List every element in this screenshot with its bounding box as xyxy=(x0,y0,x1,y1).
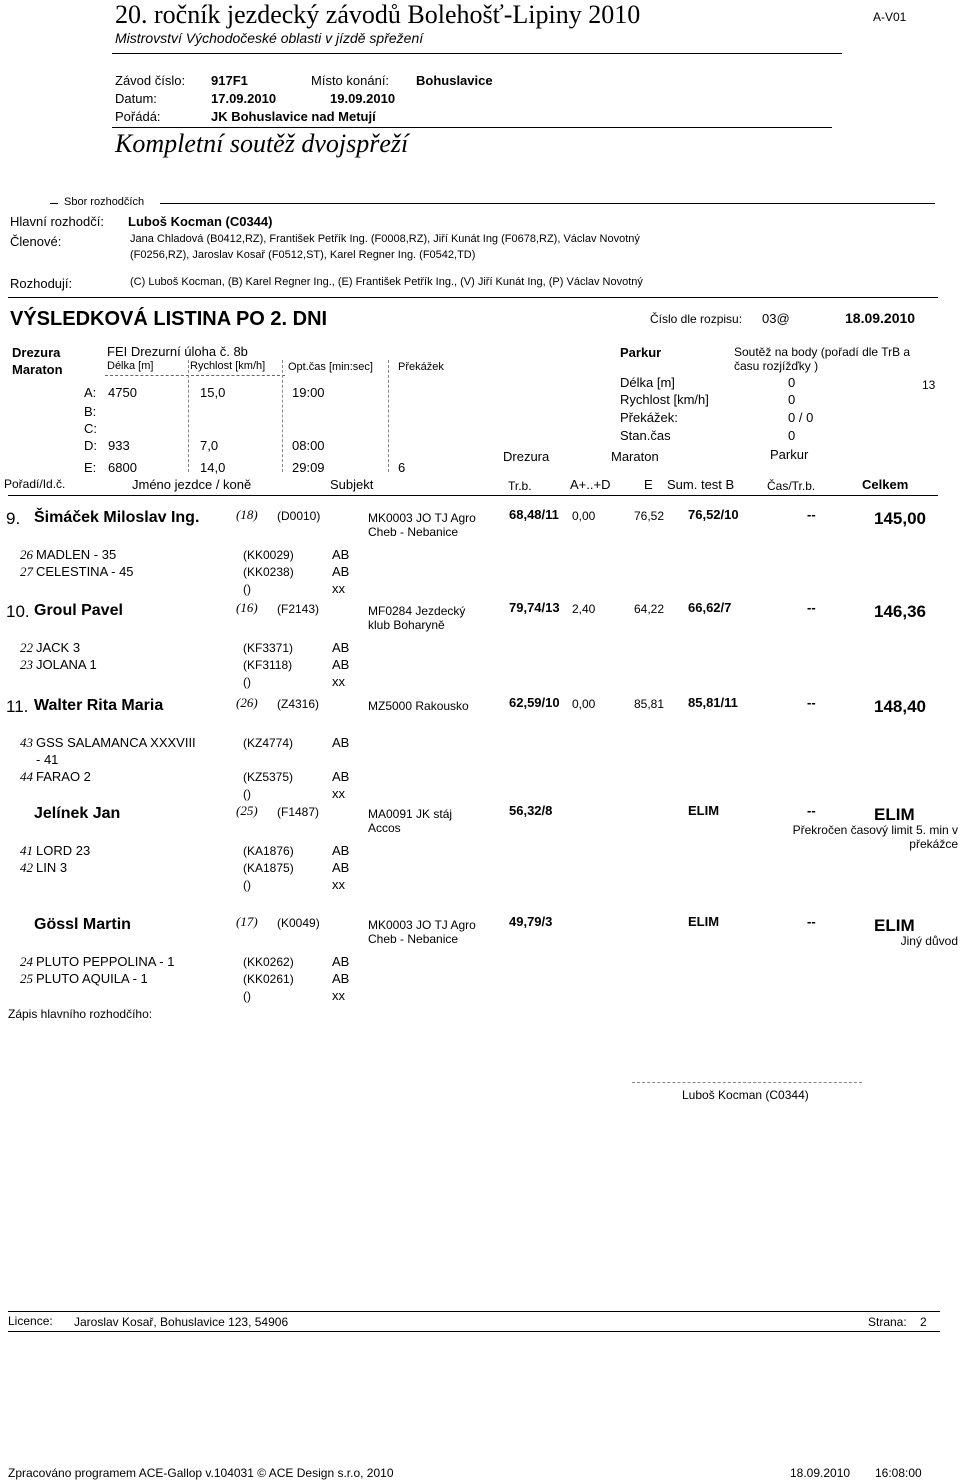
entry-e: 64,22 xyxy=(634,602,665,616)
param-grid-line xyxy=(388,360,389,472)
horse-id: () xyxy=(243,989,251,1003)
porada-value: JK Bohuslavice nad Metují xyxy=(211,109,376,124)
entry-apd: 0,00 xyxy=(572,509,596,523)
horse-id: (KA1875) xyxy=(243,861,294,875)
entry-note-2: překážce xyxy=(909,837,958,851)
zapis-label: Zápis hlavního rozhodčího: xyxy=(8,1007,153,1021)
entry-id: (F2143) xyxy=(277,602,320,616)
param-section: C: xyxy=(84,421,97,436)
horse-group: xx xyxy=(332,581,345,596)
horse-number: 43 xyxy=(20,735,33,750)
entry-total: ELIM xyxy=(874,916,915,935)
horse-name: JOLANA 1 xyxy=(36,657,97,672)
entry-apd: 0,00 xyxy=(572,697,596,711)
entry-drezura: 49,79/3 xyxy=(509,914,553,929)
param-section: E: xyxy=(84,460,97,475)
param-section: A: xyxy=(84,385,97,400)
cislo-value: 03@ xyxy=(762,311,790,326)
col-e: E xyxy=(644,477,653,492)
entry-id: (K0049) xyxy=(277,916,320,930)
signature-name: Luboš Kocman (C0344) xyxy=(682,1088,809,1102)
entry-subject-1: MK0003 JO TJ Agro xyxy=(368,511,476,525)
param-rychlost: 14,0 xyxy=(200,460,226,475)
col-celkem: Celkem xyxy=(862,477,909,492)
entry-note-1: Překročen časový limit 5. min v xyxy=(792,823,958,837)
entry-rank: 9. xyxy=(6,509,21,528)
horse-number: 24 xyxy=(20,954,33,969)
horse-name: LORD 23 xyxy=(36,843,91,858)
horse-name: LIN 3 xyxy=(36,860,68,875)
param-rychlost: 15,0 xyxy=(200,385,226,400)
param-section: B: xyxy=(84,404,97,419)
entry-e: 76,52 xyxy=(634,509,665,523)
entry-sum: 76,52/10 xyxy=(688,507,739,522)
param-delka: 4750 xyxy=(108,385,137,400)
col-castrb: Čas/Tr.b. xyxy=(767,479,816,493)
entry-age: (25) xyxy=(236,803,258,818)
soutez-num: 13 xyxy=(922,378,936,392)
rychlost-header: Rychlost [km/h] xyxy=(190,360,266,372)
horse-id: (KK0261) xyxy=(243,972,294,986)
col-subjekt: Subjekt xyxy=(330,477,374,492)
listing-title: VÝSLEDKOVÁ LISTINA PO 2. DNI xyxy=(10,308,328,330)
delka-header: Délka [m] xyxy=(107,360,154,372)
param-opt-cas: 19:00 xyxy=(292,385,325,400)
competition-name: Kompletní soutěž dvojspřeží xyxy=(115,129,409,158)
horse-name: MADLEN - 35 xyxy=(36,547,117,562)
horse-group: AB xyxy=(332,564,350,579)
rozhoduji-value: (C) Luboš Kocman, (B) Karel Regner Ing., (E) František Petřík Ing., (V) Jiří Kunát Ing, (P) Václav Novotný xyxy=(130,276,643,288)
entry-subject-2: Accos xyxy=(368,821,401,835)
prekazek-header: Překážek xyxy=(398,361,444,373)
horse-group: AB xyxy=(332,843,350,858)
entry-rank: 10. xyxy=(6,602,30,621)
entry-parkur: -- xyxy=(807,803,816,818)
soutez-note-1: Soutěž na body (pořadí dle TrB a xyxy=(734,345,911,359)
param-grid-line xyxy=(105,375,285,376)
entry-id: (F1487) xyxy=(277,805,320,819)
horse-number: 26 xyxy=(20,547,33,562)
clenove-line-2: (F0256,RZ), Jaroslav Kosař (F0512,ST), Karel Regner Ing. (F0542,TD) xyxy=(130,249,476,261)
entry-subject-1: MK0003 JO TJ Agro xyxy=(368,918,476,932)
datum-label: Datum: xyxy=(115,91,157,106)
horse-group: xx xyxy=(332,786,345,801)
horse-group: AB xyxy=(332,971,350,986)
entry-age: (16) xyxy=(236,600,258,615)
horse-number: 44 xyxy=(20,769,33,784)
horse-id: (KK0029) xyxy=(243,548,294,562)
entry-rank: 11. xyxy=(6,697,29,716)
form-code: A-V01 xyxy=(873,10,907,24)
horse-group: AB xyxy=(332,657,350,672)
datum-to: 19.09.2010 xyxy=(330,91,396,106)
entry-parkur: -- xyxy=(807,600,816,615)
strana-label: Strana: xyxy=(868,1315,907,1329)
footer-time: 16:08:00 xyxy=(875,1466,922,1480)
entry-total: 146,36 xyxy=(874,602,926,621)
horse-name: PLUTO AQUILA - 1 xyxy=(36,971,148,986)
horse-id: () xyxy=(243,878,251,892)
entry-name: Gössl Martin xyxy=(34,916,131,933)
horse-id: (KK0238) xyxy=(243,565,294,579)
entry-parkur: -- xyxy=(807,695,816,710)
param-delka: 933 xyxy=(108,438,130,453)
entry-name: Jelínek Jan xyxy=(34,805,121,822)
header-rule xyxy=(112,53,842,54)
entry-age: (26) xyxy=(236,695,258,710)
licence-bottom-rule xyxy=(8,1331,940,1332)
horse-group: AB xyxy=(332,769,350,784)
col-drezura: Drezura xyxy=(503,449,550,464)
entry-id: (D0010) xyxy=(277,509,321,523)
entry-subject-2: klub Boharyně xyxy=(368,618,445,632)
jury-rule-right xyxy=(160,203,935,204)
horse-number: 27 xyxy=(20,564,33,579)
parkur-prek-value: 0 / 0 xyxy=(788,410,814,425)
sbor-label: Sbor rozhodčích xyxy=(64,196,145,208)
parkur-stan-value: 0 xyxy=(788,428,796,443)
horse-id: () xyxy=(243,787,251,801)
parkur-stan-label: Stan.čas xyxy=(620,428,671,443)
entry-drezura: 62,59/10 xyxy=(509,695,560,710)
horse-group: AB xyxy=(332,860,350,875)
horse-id: (KZ4774) xyxy=(243,736,294,750)
licence-label: Licence: xyxy=(8,1314,53,1328)
event-subtitle: Mistrovství Východočeské oblasti v jízdě spřežení xyxy=(115,30,424,46)
misto-label: Místo konání: xyxy=(311,73,390,88)
jury-rule-left xyxy=(50,203,58,204)
horse-number: 42 xyxy=(20,860,33,875)
rozhoduji-label: Rozhodují: xyxy=(10,276,73,291)
horse-group: AB xyxy=(332,640,350,655)
entry-sum: 85,81/11 xyxy=(688,695,738,710)
licence-top-rule xyxy=(8,1311,940,1312)
entry-subject-1: MF0284 Jezdecký xyxy=(368,604,466,618)
strana-value: 2 xyxy=(920,1315,927,1329)
col-poradi: Pořadí/Id.č. xyxy=(4,477,66,491)
entry-e: 85,81 xyxy=(634,697,665,711)
horse-group: xx xyxy=(332,988,345,1003)
entry-id: (Z4316) xyxy=(277,697,320,711)
entry-age: (18) xyxy=(236,507,258,522)
entry-drezura: 79,74/13 xyxy=(509,600,560,615)
entry-sum: ELIM xyxy=(688,914,720,929)
entry-parkur: -- xyxy=(807,507,816,522)
footer-date: 18.09.2010 xyxy=(790,1466,851,1480)
clenove-line-1: Jana Chladová (B0412,RZ), František Petřík Ing. (F0008,RZ), Jiří Kunát Ing (F0678,RZ), Václav Novotný xyxy=(130,233,640,245)
col-trb: Tr.b. xyxy=(508,479,532,493)
entry-apd: 2,40 xyxy=(572,602,596,616)
horse-id: (KF3118) xyxy=(243,658,293,672)
horse-group: xx xyxy=(332,877,345,892)
header-rule-2 xyxy=(112,127,832,128)
entry-name: Walter Rita Maria xyxy=(34,697,164,714)
signature-line xyxy=(632,1082,862,1083)
jury-bottom-rule xyxy=(8,297,938,298)
drezura-heading: Drezura xyxy=(12,345,61,360)
parkur-heading: Parkur xyxy=(620,345,662,360)
horse-number: 25 xyxy=(20,971,33,986)
event-title: 20. ročník jezdecký závodů Bolehošť-Lipiny 2010 xyxy=(115,0,641,29)
opt-header: Opt.čas [min:sec] xyxy=(288,361,373,373)
entry-subject-1: MA0091 JK stáj xyxy=(368,807,453,821)
prekazek-value: 6 xyxy=(398,460,406,475)
horse-number: 23 xyxy=(20,657,33,672)
parkur-rychl-value: 0 xyxy=(788,392,796,407)
param-grid-line xyxy=(188,360,189,472)
param-grid-line xyxy=(282,360,283,472)
program-credit: Zpracováno programem ACE-Gallop v.104031 © ACE Design s.r.o, 2010 xyxy=(8,1466,394,1480)
hlavni-label: Hlavní rozhodčí: xyxy=(10,214,104,229)
listing-date: 18.09.2010 xyxy=(845,310,916,326)
horse-group: xx xyxy=(332,674,345,689)
entry-drezura: 56,32/8 xyxy=(509,803,553,818)
horse-name-continued: - 41 xyxy=(36,752,59,767)
entry-subject-2: Cheb - Nebanice xyxy=(368,932,459,946)
licence-value: Jaroslav Kosař, Bohuslavice 123, 54906 xyxy=(74,1315,289,1329)
horse-id: () xyxy=(243,582,251,596)
horse-group: AB xyxy=(332,735,350,750)
col-apd: A+..+D xyxy=(570,477,611,492)
entry-subject-1: MZ5000 Rakousko xyxy=(368,699,469,713)
horse-name: FARAO 2 xyxy=(36,769,91,784)
horse-name: PLUTO PEPPOLINA - 1 xyxy=(36,954,175,969)
entry-drezura: 68,48/11 xyxy=(509,507,559,522)
horse-name: JACK 3 xyxy=(36,640,81,655)
entry-sum: 66,62/7 xyxy=(688,600,732,615)
horse-id: (KA1876) xyxy=(243,844,294,858)
soutez-note-2: času rozjížďky ) xyxy=(734,359,819,373)
columns-rule xyxy=(8,495,938,496)
entry-parkur: -- xyxy=(807,914,816,929)
entry-name: Groul Pavel xyxy=(34,602,123,619)
entry-name: Šimáček Miloslav Ing. xyxy=(34,509,200,526)
zavod-label: Závod číslo: xyxy=(115,73,186,88)
horse-id: (KF3371) xyxy=(243,641,294,655)
entry-total: 148,40 xyxy=(874,697,926,716)
entry-age: (17) xyxy=(236,914,258,929)
clenove-label: Členové: xyxy=(10,234,62,249)
entry-total: 145,00 xyxy=(874,509,926,528)
horse-name: CELESTINA - 45 xyxy=(36,564,134,579)
param-delka: 6800 xyxy=(108,460,137,475)
fei-task: FEI Drezurní úloha č. 8b xyxy=(107,344,248,359)
parkur-rychl-label: Rychlost [km/h] xyxy=(620,392,709,407)
entry-note-1: Jiný důvod xyxy=(900,934,958,948)
zavod-value: 917F1 xyxy=(211,73,248,88)
parkur-delka-value: 0 xyxy=(788,375,796,390)
parkur-prek-label: Překážek: xyxy=(620,410,678,425)
col-maraton: Maraton xyxy=(611,449,659,464)
entry-subject-2: Cheb - Nebanice xyxy=(368,525,459,539)
entry-total: ELIM xyxy=(874,805,915,824)
porada-label: Pořádá: xyxy=(115,109,161,124)
param-section: D: xyxy=(84,438,97,453)
horse-id: (KK0262) xyxy=(243,955,294,969)
horse-id: () xyxy=(243,675,251,689)
cislo-label: Číslo dle rozpisu: xyxy=(650,312,743,326)
horse-number: 41 xyxy=(20,843,33,858)
param-rychlost: 7,0 xyxy=(200,438,219,453)
datum-from: 17.09.2010 xyxy=(211,91,277,106)
param-opt-cas: 08:00 xyxy=(292,438,325,453)
col-sum: Sum. test B xyxy=(667,477,735,492)
parkur-delka-label: Délka [m] xyxy=(620,375,675,390)
horse-group: AB xyxy=(332,547,350,562)
horse-number: 22 xyxy=(20,640,33,655)
horse-id: (KZ5375) xyxy=(243,770,294,784)
maraton-heading: Maraton xyxy=(12,362,63,377)
entry-sum: ELIM xyxy=(688,803,720,818)
horse-name: GSS SALAMANCA XXXVIII xyxy=(36,735,196,750)
horse-group: AB xyxy=(332,954,350,969)
col-parkur: Parkur xyxy=(770,447,809,462)
param-opt-cas: 29:09 xyxy=(292,460,325,475)
col-jmeno: Jméno jezdce / koně xyxy=(132,477,252,492)
misto-value: Bohuslavice xyxy=(416,73,493,88)
hlavni-value: Luboš Kocman (C0344) xyxy=(128,214,273,229)
